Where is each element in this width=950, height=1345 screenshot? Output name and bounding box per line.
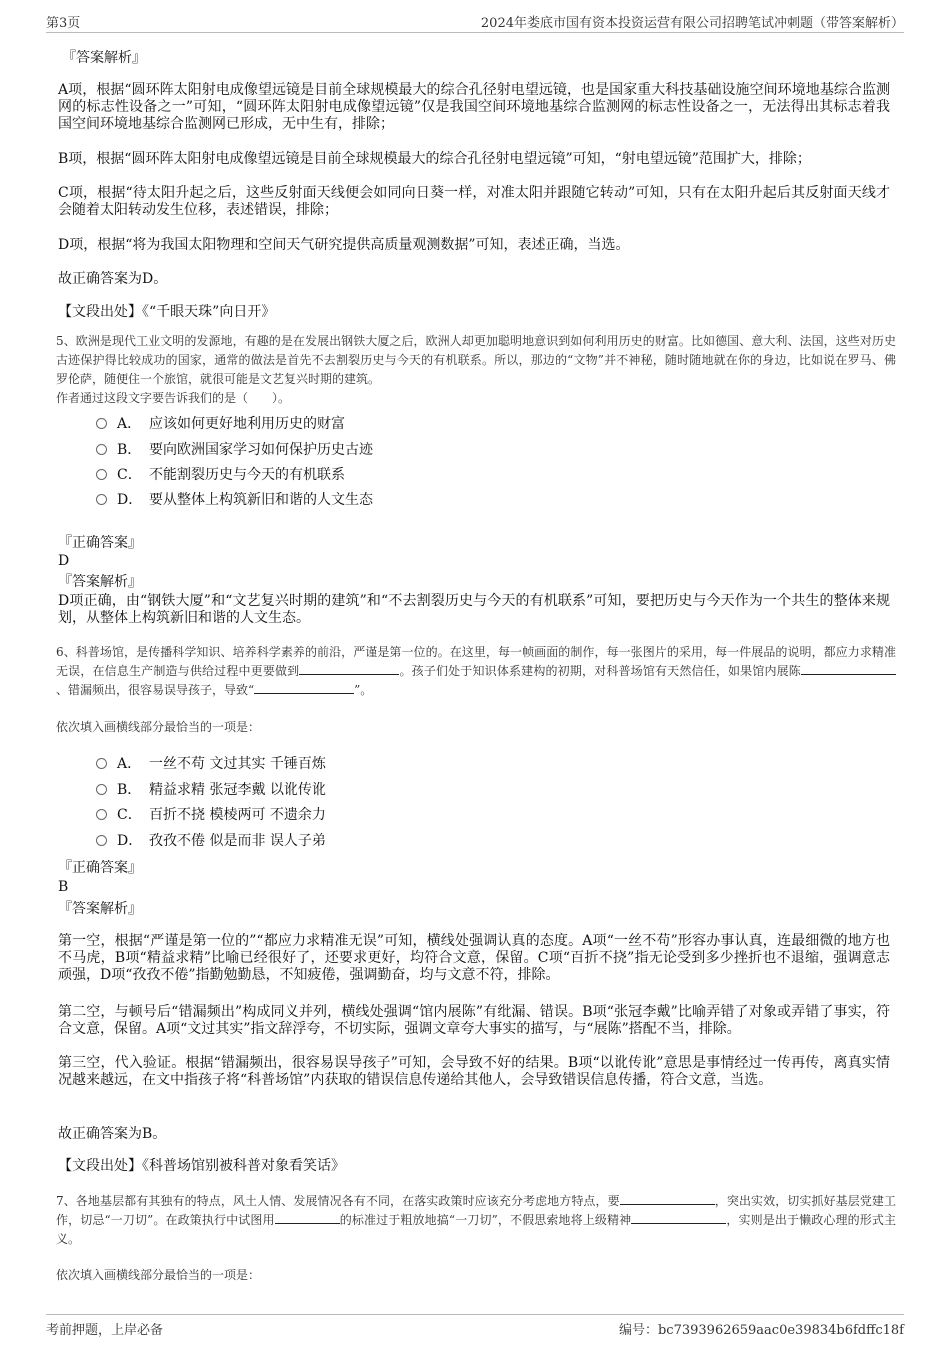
q5-analysis: D项正确，由“钢铁大厦”和“文艺复兴时期的建筑”和“不去割裂历史与今天的有机联系”可知，要把历史与今天作为一个共生的整体来规划，从整体上构筑新旧和谐的人文生态。 xyxy=(58,593,890,626)
q5-answer-label: 『正确答案』 xyxy=(58,535,142,551)
fill-blank-1 xyxy=(299,662,399,675)
radio-icon[interactable] xyxy=(96,809,107,820)
q5-option-b[interactable]: B． 要向欧洲国家学习如何保护历史古迹 xyxy=(96,442,373,459)
q6-answer-label: 『正确答案』 xyxy=(58,860,142,876)
q6-option-c[interactable]: C． 百折不挠 模棱两可 不遗余力 xyxy=(96,807,326,824)
q6-stem: 6、科普场馆，是传播科学知识、培养科学素养的前沿，严谨是第一位的。在这里，每一帧画面的制作，每一张图片的采用，每一件展品的说明，都应力求精准无误，在信息生产制造与供给过程中更要做到 。孩子们处于知识体系建构的初期，对科普场馆有天然信任，如果馆内展陈、错漏频出，很容易误导孩子，导致“ ”。 xyxy=(56,645,896,697)
page-number: 第3页 xyxy=(46,16,81,31)
q5-stem: 5、欧洲是现代工业文明的发源地，有趣的是在发展出钢铁大厦之后，欧洲人却更加聪明地意识到如何利用历史的财富。比如德国、意大利、法国，这些对历史古迹保护得比较成功的国家，通常的做法是首先不去割裂历史与今天的有机联系。所以，那边的“文物”并不神秘，随时随地就在你的身边，比如说在罗马、佛罗伦萨，随便住一个旅馆，就很可能是文艺复兴时期的建筑。 xyxy=(56,334,896,386)
fill-blank-2 xyxy=(275,1211,340,1224)
q4-analysis-c: C项，根据“待太阳升起之后，这些反射面天线便会如同向日葵一样，对准太阳并跟随它转动”可知，只有在太阳升起后其反射面天线才会随着太阳转动发生位移，表述错误，排除； xyxy=(58,185,890,218)
radio-icon[interactable] xyxy=(96,758,107,769)
q6-analysis-label: 『答案解析』 xyxy=(58,901,142,917)
document-id: 编号：bc7393962659aac0e39834b6fdffc18f xyxy=(618,1323,904,1338)
q6-analysis-p3: 第三空，代入验证。根据“错漏频出，很容易误导孩子”可知，会导致不好的结果。B项“以讹传讹”意思是事情经过一传再传，离真实情况越来越远，在文中指孩子将“科普场馆”内获取的错误信息传递给其他人，会导致错误信息传播，符合文意，当选。 xyxy=(58,1055,890,1088)
document-title: 2024年娄底市国有资本投资运营有限公司招聘笔试冲刺题（带答案解析） xyxy=(480,16,904,31)
q4-source: 【文段出处】《“千眼天珠”向日开》 xyxy=(58,304,276,320)
fill-blank-2 xyxy=(801,662,896,675)
q4-analysis-d: D项，根据“将为我国太阳物理和空间天气研究提供高质量观测数据”可知，表述正确，当选。 xyxy=(58,237,630,253)
q4-conclusion: 故正确答案为D。 xyxy=(58,271,168,287)
footer-slogan: 考前押题，上岸必备 xyxy=(46,1323,164,1338)
radio-icon[interactable] xyxy=(96,418,107,429)
q6-option-d[interactable]: D． 孜孜不倦 似是而非 误人子弟 xyxy=(96,833,326,850)
q6-answer: B xyxy=(58,879,69,895)
q4-analysis-b: B项，根据“圆环阵太阳射电成像望远镜是目前全球规模最大的综合孔径射电望远镜”可知，“射电望远镜”范围扩大，排除； xyxy=(58,151,811,167)
q6-analysis-p1: 第一空，根据“严谨是第一位的”“都应力求精准无误”可知，横线处强调认真的态度。A项“一丝不苟”形容办事认真，连最细微的地方也不马虎，B项“精益求精”比喻已经很好了，还要求更好，均符合文意，保留。C项“百折不挠”指无论受到多少挫折也不退缩，强调意志顽强，D项“孜孜不倦”指勤勉勤恳，不知疲倦，强调勤奋，均与文意不符，排除。 xyxy=(58,933,890,983)
q6-source: 【文段出处】《科普场馆别被科普对象看笑话》 xyxy=(58,1158,345,1174)
q6-option-a[interactable]: A． 一丝不苟 文过其实 千锤百炼 xyxy=(96,756,326,773)
page-footer xyxy=(46,1314,904,1337)
q7-stem: 7、各地基层都有其独有的特点，风土人情、发展情况各有不同，在落实政策时应该充分考虑地方特点，要 ，突出实效，切实抓好基层党建工作，切忌“一刀切”。在政策执行中试图用 的标准过于粗放地搞“一刀切”，不假思索地将上级精神 ，实则是出于懒政心理的形式主义。 xyxy=(56,1194,896,1246)
q5-option-a[interactable]: A． 应该如何更好地利用历史的财富 xyxy=(96,416,345,433)
q6-option-b[interactable]: B． 精益求精 张冠李戴 以讹传讹 xyxy=(96,782,326,799)
q6-question: 依次填入画横线部分最恰当的一项是： xyxy=(56,720,261,734)
radio-icon[interactable] xyxy=(96,784,107,795)
radio-icon[interactable] xyxy=(96,494,107,505)
q5-analysis-label: 『答案解析』 xyxy=(58,574,142,590)
q5-question: 作者通过这段文字要告诉我们的是（ ）。 xyxy=(56,391,291,405)
q5-option-d[interactable]: D． 要从整体上构筑新旧和谐的人文生态 xyxy=(96,492,373,509)
q4-analysis-label: 『答案解析』 xyxy=(62,50,146,66)
radio-icon[interactable] xyxy=(96,469,107,480)
q6-conclusion: 故正确答案为B。 xyxy=(58,1126,167,1142)
fill-blank-3 xyxy=(254,681,354,694)
page-header xyxy=(46,12,904,33)
q6-analysis-p2: 第二空，与顿号后“错漏频出”构成同义并列，横线处强调“馆内展陈”有纰漏、错误。B项“张冠李戴”比喻弄错了对象或弄错了事实，符合文意，保留。A项“文过其实”指文辞浮夸，不切实际，强调文章夸大事实的描写，与“展陈”搭配不当，排除。 xyxy=(58,1004,890,1037)
q4-analysis-a: A项，根据“圆环阵太阳射电成像望远镜是目前全球规模最大的综合孔径射电望远镜，也是国家重大科技基础设施空间环境地基综合监测网的标志性设备之一”可知，“圆环阵太阳射电成像望远镜”仅是我国空间环境地基综合监测网的标志性设备之一，无法得出其标志着我国空间环境地基综合监测网已形成，无中生有，排除； xyxy=(58,82,890,132)
fill-blank-1 xyxy=(620,1192,715,1205)
radio-icon[interactable] xyxy=(96,835,107,846)
fill-blank-3 xyxy=(631,1211,726,1224)
q7-question: 依次填入画横线部分最恰当的一项是： xyxy=(56,1268,261,1282)
q5-answer: D xyxy=(58,553,70,569)
radio-icon[interactable] xyxy=(96,444,107,455)
q5-option-c[interactable]: C． 不能割裂历史与今天的有机联系 xyxy=(96,467,345,484)
